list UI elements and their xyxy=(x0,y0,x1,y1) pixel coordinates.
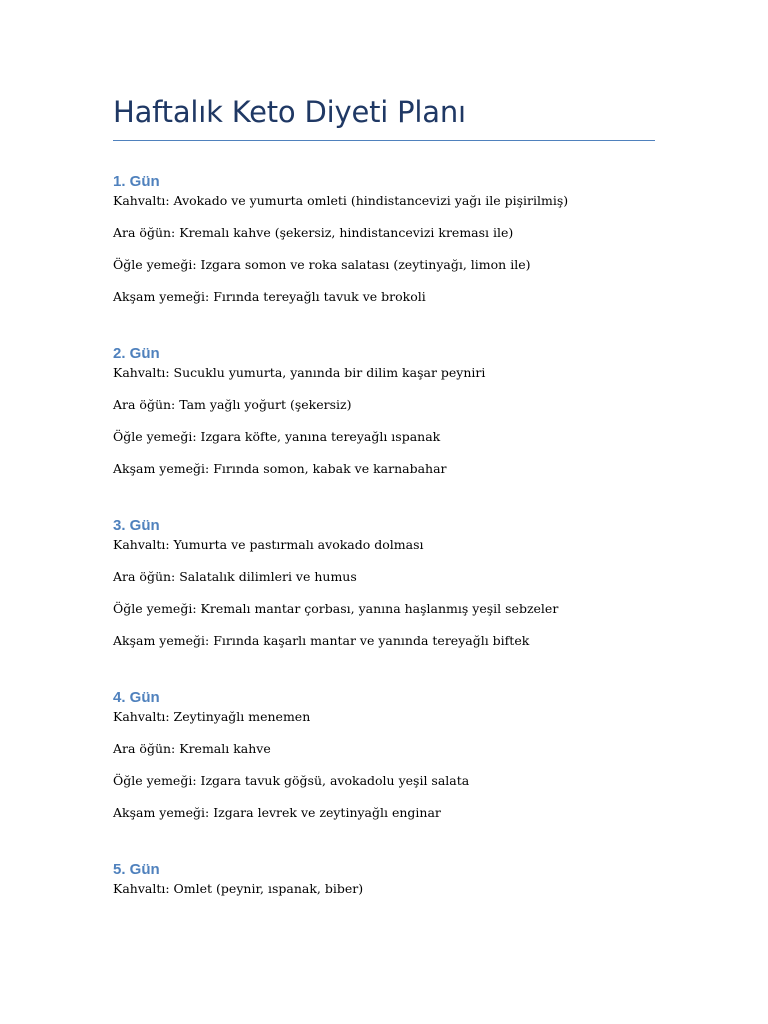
meal-lunch: Öğle yemeği: Kremalı mantar çorbası, yanına haşlanmış yeşil sebzeler xyxy=(113,601,559,616)
meal-breakfast: Kahvaltı: Zeytinyağlı menemen xyxy=(113,709,311,724)
meal-breakfast: Kahvaltı: Yumurta ve pastırmalı avokado dolması xyxy=(113,537,424,552)
day-section-4 xyxy=(113,688,655,836)
meal-dinner: Akşam yemeği: Fırında kaşarlı mantar ve yanında tereyağlı biftek xyxy=(113,633,530,648)
meal-snack: Ara öğün: Kremalı kahve (şekersiz, hindistancevizi kreması ile) xyxy=(113,225,514,240)
title-underline xyxy=(113,140,655,141)
day-heading: 5. Gün xyxy=(113,861,160,878)
day-heading: 3. Gün xyxy=(113,517,160,534)
meal-snack: Ara öğün: Tam yağlı yoğurt (şekersiz) xyxy=(113,397,352,412)
meal-dinner: Akşam yemeği: Fırında tereyağlı tavuk ve brokoli xyxy=(113,289,426,304)
meal-snack: Ara öğün: Kremalı kahve xyxy=(113,741,271,756)
meal-dinner: Akşam yemeği: Izgara levrek ve zeytinyağlı enginar xyxy=(113,805,441,820)
meal-lunch: Öğle yemeği: Izgara somon ve roka salatası (zeytinyağı, limon ile) xyxy=(113,257,531,272)
day-section-1 xyxy=(113,172,655,320)
meal-dinner: Akşam yemeği: Fırında somon, kabak ve karnabahar xyxy=(113,461,447,476)
day-heading: 1. Gün xyxy=(113,173,160,190)
meal-lunch: Öğle yemeği: Izgara köfte, yanına tereyağlı ıspanak xyxy=(113,429,441,444)
meal-snack: Ara öğün: Salatalık dilimleri ve humus xyxy=(113,569,357,584)
document-title: Haftalık Keto Diyeti Planı xyxy=(113,95,466,129)
day-section-3 xyxy=(113,516,655,664)
meal-breakfast: Kahvaltı: Avokado ve yumurta omleti (hindistancevizi yağı ile pişirilmiş) xyxy=(113,193,569,208)
day-section-2 xyxy=(113,344,655,492)
day-heading: 4. Gün xyxy=(113,689,160,706)
meal-breakfast: Kahvaltı: Omlet (peynir, ıspanak, biber) xyxy=(113,881,364,896)
meal-lunch: Öğle yemeği: Izgara tavuk göğsü, avokadolu yeşil salata xyxy=(113,773,470,788)
meal-breakfast: Kahvaltı: Sucuklu yumurta, yanında bir dilim kaşar peyniri xyxy=(113,365,486,380)
day-section-5 xyxy=(113,860,655,912)
day-heading: 2. Gün xyxy=(113,345,160,362)
